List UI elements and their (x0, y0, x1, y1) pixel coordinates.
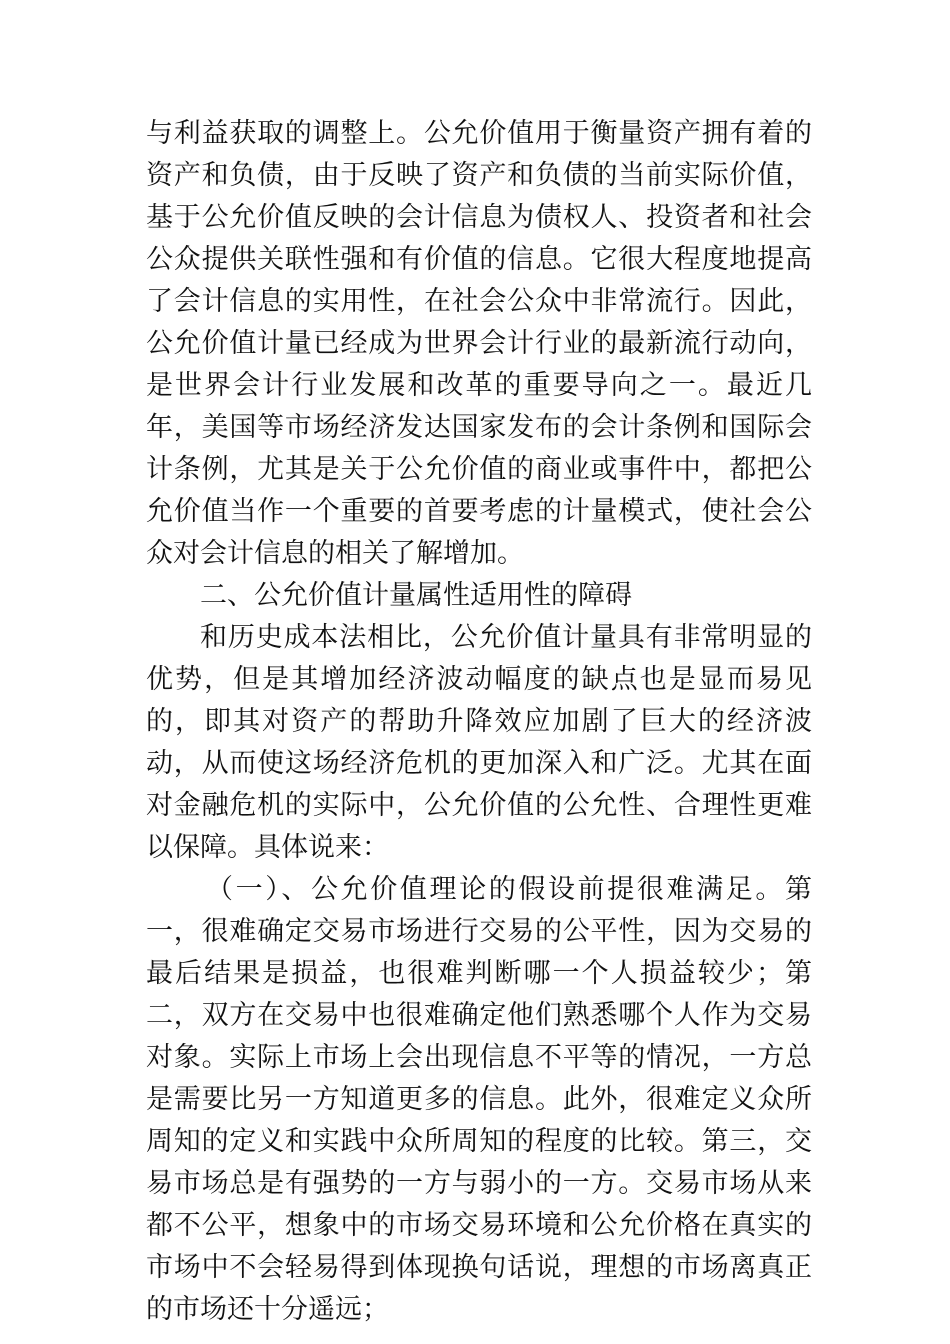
paragraph-intro: 与利益获取的调整上。公允价值用于衡量资产拥有着的资产和负债，由于反映了资产和负债的当前实际价值，基于公允价值反映的会计信息为债权人、投资者和社会公众提供关联性强和有价值的信息。它很大程度地提高了会计信息的实用性，在社会公众中非常流行。因此，公允价值计量已经成为世界会计行业的最新流行动向，是世界会计行业发展和改革的重要导向之一。最近几年，美国等市场经济发达国家发布的会计条例和国际会计条例，尤其是关于公允价值的商业或事件中，都把公允价值当作一个重要的首要考虑的计量模式，使社会公众对会计信息的相关了解增加。 (146, 118, 812, 569)
paragraph-comparison: 和历史成本法相比，公允价值计量具有非常明显的优势，但是其增加经济波动幅度的缺点也是显而易见的，即其对资产的帮助升降效应加剧了巨大的经济波动，从而使这场经济危机的更加深入和广泛。尤其在面对金融危机的实际中，公允价值的公允性、合理性更难以保障。具体说来： (146, 622, 812, 863)
paragraph-assumption: （一）、公允价值理论的假设前提很难满足。第一，很难确定交易市场进行交易的公平性，因为交易的最后结果是损益，也很难判断哪一个人损益较少；第二，双方在交易中也很难确定他们熟悉哪个人作为交易对象。实际上市场上会出现信息不平等的情况，一方总是需要比另一方知道更多的信息。此外，很难定义众所周知的定义和实践中众所周知的程度的比较。第三，交易市场总是有强势的一方与弱小的一方。交易市场从来都不公平，想象中的市场交易环境和公允价格在真实的市场中不会轻易得到体现换句话说，理想的市场离真正的市场还十分遥远； (146, 874, 812, 1325)
document-body (146, 113, 812, 1331)
section-heading: 二、公允价值计量属性适用性的障碍 (200, 580, 632, 611)
